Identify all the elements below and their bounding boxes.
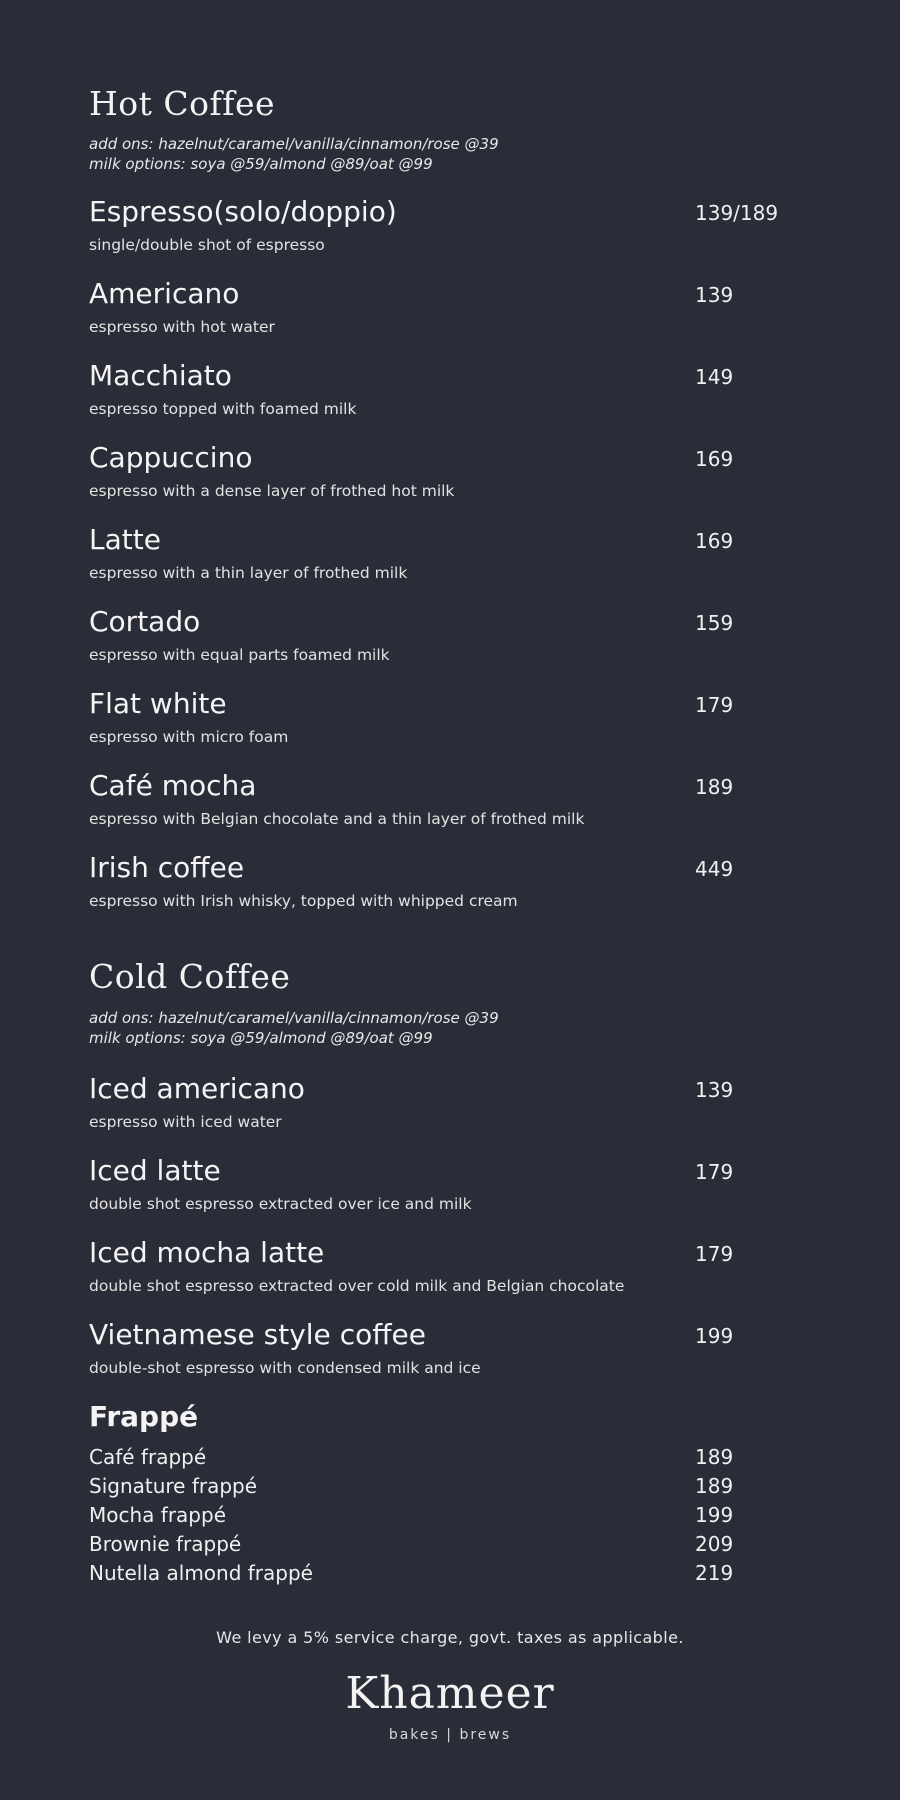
menu-item <box>89 851 809 921</box>
item-description: espresso with hot water <box>89 318 275 336</box>
item-price: 449 <box>695 857 734 881</box>
item-description: single/double shot of espresso <box>89 236 325 254</box>
menu-item <box>89 523 809 593</box>
item-description: espresso with Belgian chocolate and a thin layer of frothed milk <box>89 810 585 828</box>
frappe-name: Café frappé <box>89 1445 207 1469</box>
frappe-name: Brownie frappé <box>89 1532 242 1556</box>
menu-item <box>89 1318 809 1388</box>
frappe-price: 209 <box>695 1532 734 1556</box>
list-item <box>89 1473 809 1502</box>
item-name: Flat white <box>89 687 227 720</box>
frappe-name: Signature frappé <box>89 1474 258 1498</box>
hot-coffee-options <box>89 134 499 174</box>
item-name: Cortado <box>89 605 201 638</box>
menu-item <box>89 277 809 347</box>
frappe-name: Mocha frappé <box>89 1503 226 1527</box>
item-description: espresso with micro foam <box>89 728 289 746</box>
hot-coffee-title: Hot Coffee <box>89 84 276 123</box>
menu-item <box>89 1154 809 1224</box>
item-description: double shot espresso extracted over cold milk and Belgian chocolate <box>89 1277 625 1295</box>
item-description: espresso with a dense layer of frothed hot milk <box>89 482 455 500</box>
item-name: Americano <box>89 277 240 310</box>
item-description: espresso with iced water <box>89 1113 282 1131</box>
item-name: Iced latte <box>89 1154 221 1187</box>
frappe-list <box>89 1444 809 1589</box>
hot-addons-text: add ons: hazelnut/caramel/vanilla/cinnamon/rose @39 <box>89 135 499 153</box>
service-charge-note: We levy a 5% service charge, govt. taxes as applicable. <box>216 1628 684 1647</box>
list-item <box>89 1531 809 1560</box>
item-description: espresso with Irish whisky, topped with whipped cream <box>89 892 518 910</box>
frappe-price: 189 <box>695 1445 734 1469</box>
menu-item <box>89 1072 809 1142</box>
cold-coffee-title: Cold Coffee <box>89 957 291 996</box>
item-price: 199 <box>695 1324 734 1348</box>
menu-item <box>89 195 809 265</box>
item-price: 169 <box>695 529 734 553</box>
frappe-price: 199 <box>695 1503 734 1527</box>
item-price: 139 <box>695 1078 734 1102</box>
brand-tagline: bakes | brews <box>388 1727 512 1743</box>
frappe-price: 219 <box>695 1561 734 1585</box>
item-price: 139 <box>695 283 734 307</box>
menu-item <box>89 769 809 839</box>
menu-item <box>89 441 809 511</box>
item-name: Iced mocha latte <box>89 1236 325 1269</box>
frappe-name: Nutella almond frappé <box>89 1561 313 1585</box>
item-name: Iced americano <box>89 1072 305 1105</box>
item-description: double shot espresso extracted over ice and milk <box>89 1195 472 1213</box>
item-name: Espresso(solo/doppio) <box>89 195 397 228</box>
list-item <box>89 1560 809 1589</box>
item-name: Café mocha <box>89 769 257 802</box>
item-price: 169 <box>695 447 734 471</box>
item-price: 139/189 <box>695 201 779 225</box>
list-item <box>89 1502 809 1531</box>
item-price: 179 <box>695 693 734 717</box>
menu-item <box>89 1236 809 1306</box>
item-name: Vietnamese style coffee <box>89 1318 426 1351</box>
item-description: espresso with equal parts foamed milk <box>89 646 390 664</box>
item-name: Irish coffee <box>89 851 245 884</box>
brand-logo: Khameer <box>345 1668 555 1719</box>
list-item <box>89 1444 809 1473</box>
item-price: 179 <box>695 1160 734 1184</box>
item-price: 179 <box>695 1242 734 1266</box>
cold-addons-text: add ons: hazelnut/caramel/vanilla/cinnamon/rose @39 <box>89 1009 499 1027</box>
menu-item <box>89 605 809 675</box>
item-price: 159 <box>695 611 734 635</box>
item-price: 189 <box>695 775 734 799</box>
item-description: espresso topped with foamed milk <box>89 400 357 418</box>
item-name: Macchiato <box>89 359 232 392</box>
hot-milk-options-text: milk options: soya @59/almond @89/oat @99 <box>89 155 433 173</box>
menu-item <box>89 359 809 429</box>
frappe-heading: Frappé <box>89 1400 199 1433</box>
item-name: Cappuccino <box>89 441 253 474</box>
item-description: espresso with a thin layer of frothed milk <box>89 564 408 582</box>
item-description: double-shot espresso with condensed milk and ice <box>89 1359 481 1377</box>
item-name: Latte <box>89 523 161 556</box>
cold-coffee-options <box>89 1008 499 1048</box>
menu-item <box>89 687 809 757</box>
cold-milk-options-text: milk options: soya @59/almond @89/oat @99 <box>89 1029 433 1047</box>
frappe-price: 189 <box>695 1474 734 1498</box>
item-price: 149 <box>695 365 734 389</box>
